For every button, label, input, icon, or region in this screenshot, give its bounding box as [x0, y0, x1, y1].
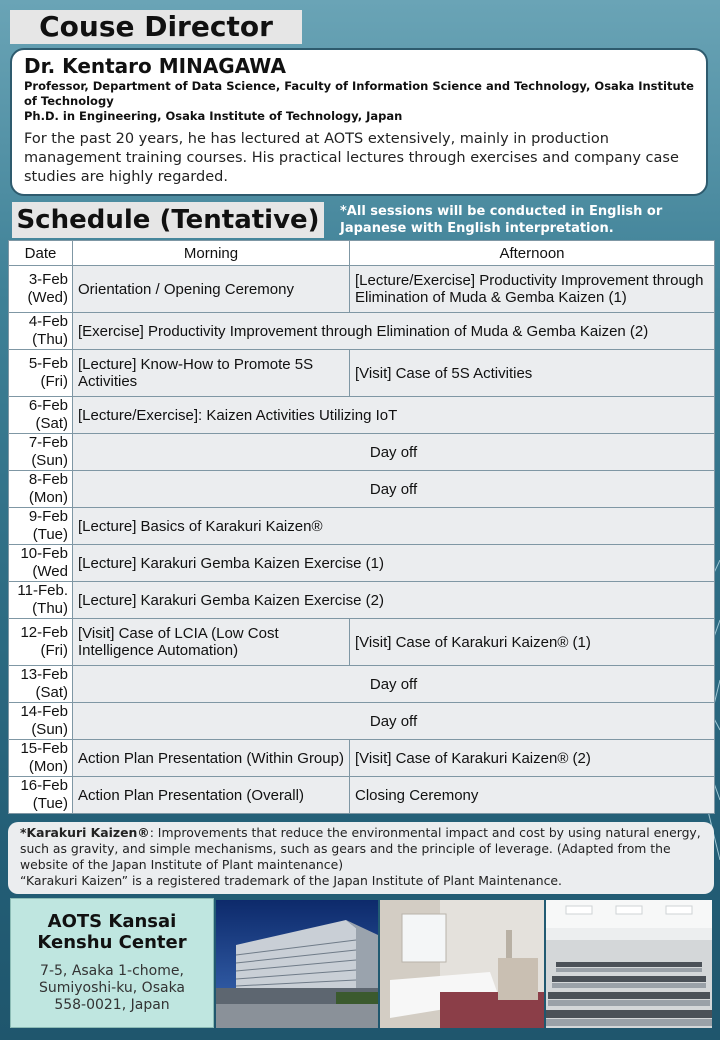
day-label: (Tue) [32, 526, 68, 543]
director-position: Professor, Department of Data Science, Faculty of Information Science and Technology, Osaka Institute of Technology [24, 79, 694, 108]
schedule-row [9, 582, 715, 619]
schedule-row [9, 434, 715, 471]
footnote-trademark: “Karakuri Kaizen” is a registered trademark of the Japan Institute of Plant Maintenance. [20, 873, 562, 888]
schedule-date [9, 777, 73, 814]
director-degree: Ph.D. in Engineering, Osaka Institute of Technology, Japan [24, 109, 403, 123]
footnote-definition: : Improvements that reduce the environmental impact and cost by using natural energy, such as gravity, and simple mechanisms, such as gears and the principle of leverage. (Adapted from the website of the Japan Institute of Plant maintenance) [20, 825, 701, 872]
date-label: 6-Feb [28, 397, 68, 414]
center-address-line2: Sumiyoshi-ku, Osaka [38, 980, 186, 996]
date-label: 5-Feb [28, 355, 68, 372]
header-date: Date [9, 241, 73, 266]
full-day-session: [Exercise] Productivity Improvement through Elimination of Muda & Gemba Kaizen (2) [73, 313, 715, 350]
schedule-date [9, 313, 73, 350]
schedule-row [9, 777, 715, 814]
morning-session: Action Plan Presentation (Within Group) [73, 740, 350, 777]
center-name-line2: Kenshu Center [37, 932, 187, 953]
date-label: 8-Feb [28, 471, 68, 488]
schedule-row [9, 350, 715, 397]
afternoon-session: Closing Ceremony [350, 777, 715, 814]
date-label: 13-Feb [20, 666, 68, 683]
schedule-date [9, 266, 73, 313]
day-off-cell: Day off [73, 666, 715, 703]
date-label: 9-Feb [28, 508, 68, 525]
morning-session: Action Plan Presentation (Overall) [73, 777, 350, 814]
full-day-session: [Lecture] Karakuri Gemba Kaizen Exercise (1) [73, 545, 715, 582]
schedule-row [9, 313, 715, 350]
center-address-line3: 558-0021, Japan [54, 997, 170, 1013]
day-label: (Sat) [35, 684, 68, 701]
date-label: 11-Feb. [17, 582, 68, 599]
date-label: 4-Feb [28, 313, 68, 330]
afternoon-session: [Lecture/Exercise] Productivity Improvement through Elimination of Muda & Gemba Kaizen (1) [350, 266, 715, 313]
day-off-cell: Day off [73, 434, 715, 471]
guest-room-photo [380, 900, 544, 1028]
schedule-date [9, 582, 73, 619]
date-label: 10-Feb [20, 545, 68, 562]
schedule-row [9, 740, 715, 777]
schedule-row [9, 397, 715, 434]
day-off-cell: Day off [73, 703, 715, 740]
full-day-session: [Lecture/Exercise]: Kaizen Activities Utilizing IoT [73, 397, 715, 434]
afternoon-session: [Visit] Case of Karakuri Kaizen® (2) [350, 740, 715, 777]
schedule-row [9, 471, 715, 508]
afternoon-session: [Visit] Case of 5S Activities [350, 350, 715, 397]
day-label: (Wed [32, 563, 68, 580]
date-label: 14-Feb [20, 703, 68, 720]
schedule-date [9, 703, 73, 740]
day-label: (Sun) [31, 721, 68, 738]
footnote-term: *Karakuri Kaizen® [20, 825, 150, 840]
day-label: (Sun) [31, 452, 68, 469]
schedule-row [9, 508, 715, 545]
schedule-date [9, 434, 73, 471]
date-label: 16-Feb [20, 777, 68, 794]
full-day-session: [Lecture] Basics of Karakuri Kaizen® [73, 508, 715, 545]
schedule-note: *All sessions will be conducted in English or Japanese with English interpretation. [340, 204, 663, 236]
center-address-line1: 7-5, Asaka 1-chome, [40, 963, 184, 979]
day-label: (Fri) [40, 642, 68, 659]
afternoon-session: [Visit] Case of Karakuri Kaizen® (1) [350, 619, 715, 666]
day-label: (Sat) [35, 415, 68, 432]
date-label: 12-Feb [20, 624, 68, 641]
schedule-date [9, 508, 73, 545]
schedule-date [9, 666, 73, 703]
director-section-title: Couse Director [10, 10, 302, 44]
morning-session: Orientation / Opening Ceremony [73, 266, 350, 313]
schedule-row [9, 545, 715, 582]
director-card [10, 48, 708, 196]
karakuri-footnote [8, 822, 714, 894]
schedule-date [9, 471, 73, 508]
center-info-box [10, 898, 214, 1028]
day-label: (Tue) [32, 795, 68, 812]
date-label: 3-Feb [28, 271, 68, 288]
schedule-date [9, 740, 73, 777]
date-label: 15-Feb [20, 740, 68, 757]
header-afternoon: Afternoon [350, 241, 715, 266]
schedule-date [9, 545, 73, 582]
morning-session: [Lecture] Know-How to Promote 5S Activities [73, 350, 350, 397]
day-label: (Thu) [32, 331, 68, 348]
schedule-row [9, 666, 715, 703]
lecture-hall-photo [546, 900, 712, 1028]
schedule-date [9, 397, 73, 434]
day-label: (Fri) [40, 373, 68, 390]
day-label: (Mon) [28, 489, 68, 506]
day-label: (Thu) [32, 600, 68, 617]
date-label: 7-Feb [28, 434, 68, 451]
day-off-cell: Day off [73, 471, 715, 508]
schedule-table [8, 240, 715, 814]
center-name-line1: AOTS Kansai [47, 911, 177, 932]
director-name: Dr. Kentaro MINAGAWA [24, 54, 286, 78]
schedule-date [9, 350, 73, 397]
morning-session: [Visit] Case of LCIA (Low Cost Intelligence Automation) [73, 619, 350, 666]
schedule-row [9, 266, 715, 313]
header-morning: Morning [73, 241, 350, 266]
schedule-row [9, 619, 715, 666]
director-description: For the past 20 years, he has lectured at AOTS extensively, mainly in production management training courses. His practical lectures through exercises and company case studies are highly regarded. [24, 131, 679, 185]
day-label: (Wed) [27, 289, 68, 306]
schedule-section-title: Schedule (Tentative) [12, 202, 324, 238]
building-photo [216, 900, 378, 1028]
day-label: (Mon) [28, 758, 68, 775]
full-day-session: [Lecture] Karakuri Gemba Kaizen Exercise (2) [73, 582, 715, 619]
schedule-row [9, 703, 715, 740]
schedule-date [9, 619, 73, 666]
